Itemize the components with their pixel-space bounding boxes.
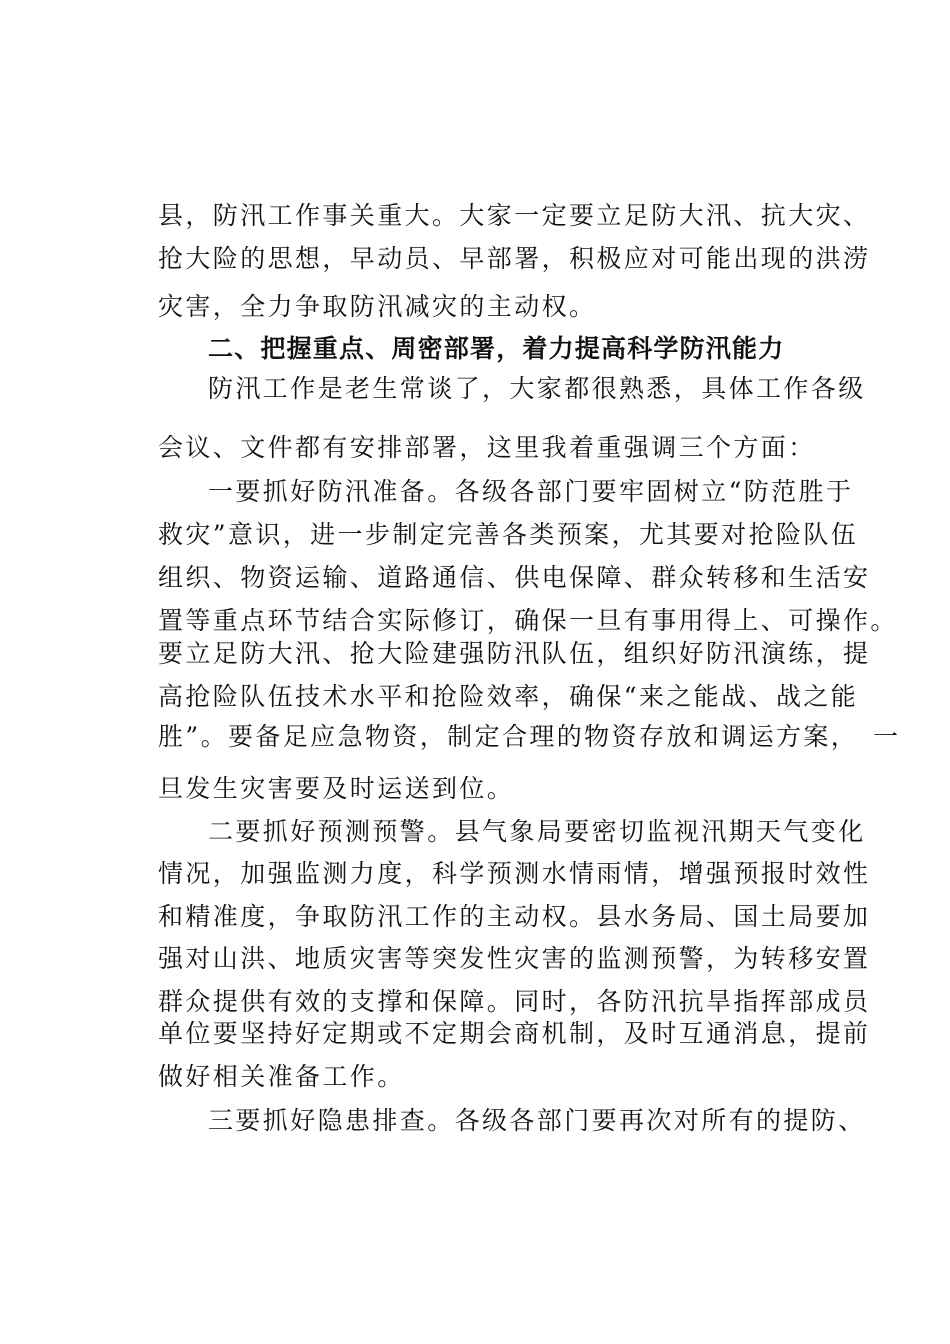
paragraph-line: 组织、物资运输、道路通信、供电保障、群众转移和生活安: [158, 563, 871, 592]
paragraph-line: 防汛工作是老生常谈了，大家都很熟悉，具体工作各级: [208, 374, 866, 403]
paragraph-line: 灾害，全力争取防汛减灾的主动权。: [158, 292, 597, 321]
paragraph-line: 一要抓好防汛准备。各级各部门要牢固树立“防范胜于: [208, 477, 854, 506]
paragraph-line: 二要抓好预测预警。县气象局要密切监视汛期天气变化: [208, 817, 866, 846]
paragraph-line: 胜”。要备足应急物资，制定合理的物资存放和调运方案， 一: [158, 722, 901, 751]
paragraph-line: 和精准度，争取防汛工作的主动权。县水务局、国土局要加: [158, 902, 871, 931]
paragraph-line: 做好相关准备工作。: [158, 1062, 405, 1091]
paragraph-line: 抢大险的思想，早动员、早部署，积极应对可能出现的洪涝: [158, 244, 871, 273]
paragraph-line: 县，防汛工作事关重大。大家一定要立足防大汛、抗大灾、: [158, 201, 871, 230]
paragraph-line: 救灾”意识，进一步制定完善各类预案，尤其要对抢险队伍: [158, 520, 859, 549]
section-heading: 二、把握重点、周密部署，着力提高科学防汛能力: [208, 334, 785, 363]
paragraph-line: 置等重点环节结合实际修订，确保一旦有事用得上、可操作。: [158, 606, 898, 635]
paragraph-line: 三要抓好隐患排查。各级各部门要再次对所有的提防、: [208, 1106, 866, 1135]
paragraph-line: 情况，加强监测力度，科学预测水情雨情，增强预报时效性: [158, 859, 871, 888]
paragraph-line: 旦发生灾害要及时运送到位。: [158, 774, 515, 803]
paragraph-line: 单位要坚持好定期或不定期会商机制，及时互通消息，提前: [158, 1019, 871, 1048]
paragraph-line: 群众提供有效的支撑和保障。同时，各防汛抗旱指挥部成员: [158, 987, 871, 1016]
paragraph-line: 会议、文件都有安排部署，这里我着重强调三个方面：: [158, 433, 816, 462]
paragraph-line: 要立足防大汛、抢大险建强防汛队伍，组织好防汛演练，提: [158, 639, 871, 668]
paragraph-line: 强对山洪、地质灾害等突发性灾害的监测预警，为转移安置: [158, 944, 871, 973]
paragraph-line: 高抢险队伍技术水平和抢险效率，确保“来之能战、战之能: [158, 682, 859, 711]
